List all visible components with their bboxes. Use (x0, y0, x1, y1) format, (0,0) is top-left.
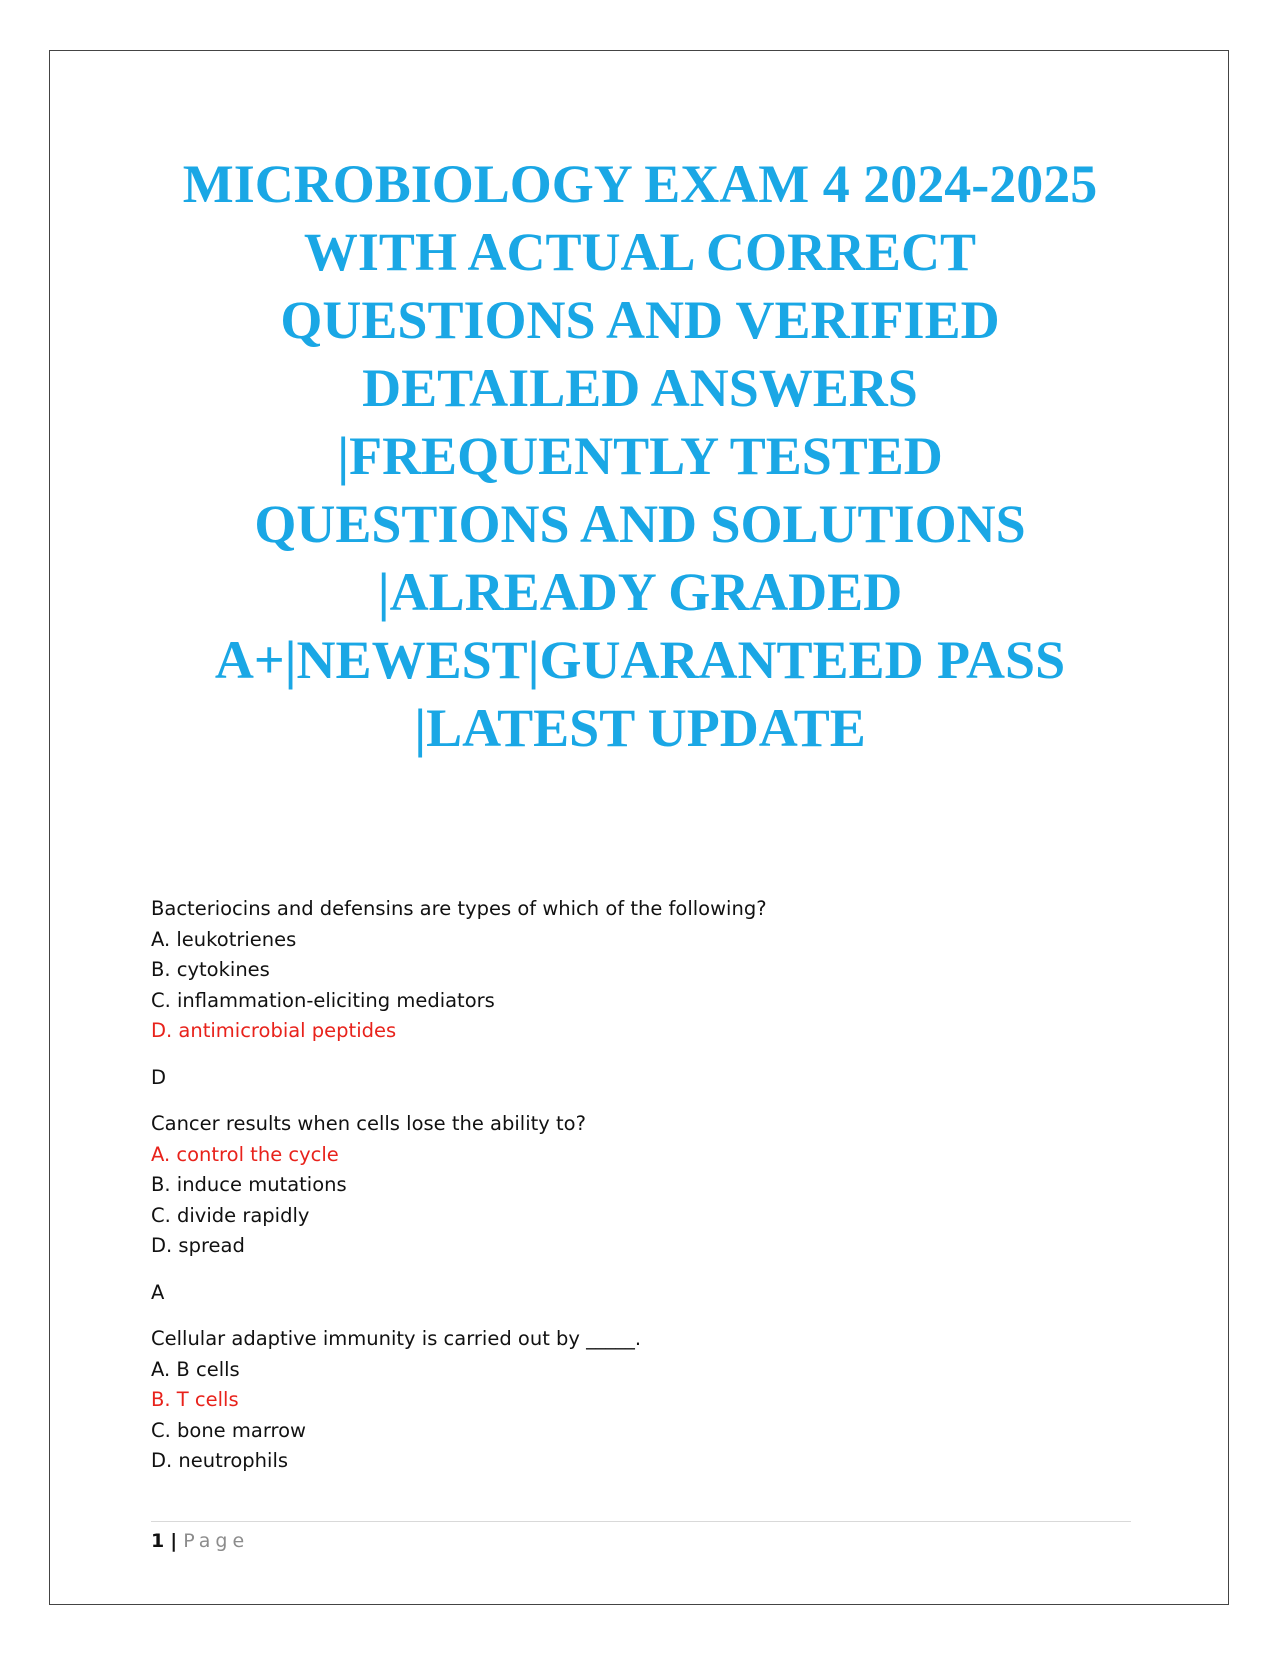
answer-option: D. spread (151, 1234, 245, 1257)
question-block-2 (151, 1109, 1151, 1308)
answer-option: C. bone marrow (151, 1418, 306, 1442)
question-list (151, 894, 1151, 1477)
answer-option-correct: A. control the cycle (151, 1142, 339, 1166)
title-line: WITH ACTUAL CORRECT (303, 222, 977, 282)
answer-option: B. induce mutations (151, 1173, 347, 1196)
document-title (100, 150, 1180, 762)
title-line: QUESTIONS AND VERIFIED (280, 290, 1000, 350)
answer-option: D. neutrophils (151, 1449, 289, 1472)
answer-option: C. inflammation-eliciting mediators (151, 988, 495, 1012)
title-line: A+|NEWEST|GUARANTEED PASS (214, 630, 1066, 690)
question-block-1 (151, 894, 1151, 1093)
page-label: Page (183, 1530, 250, 1552)
question-text: Cellular adaptive immunity is carried out by _____. (151, 1327, 642, 1350)
answer-option: B. cytokines (151, 958, 270, 981)
question-text: Cancer results when cells lose the ability to? (151, 1112, 586, 1135)
question-text: Bacteriocins and defensins are types of which of the following? (151, 897, 767, 920)
answer-option-correct: B. T cells (151, 1388, 239, 1411)
question-block-3 (151, 1324, 1151, 1477)
footer-separator: | (170, 1530, 178, 1552)
answer-key: A (151, 1280, 165, 1304)
title-line: |ALREADY GRADED (377, 562, 903, 622)
answer-option: A. leukotrienes (151, 927, 297, 951)
page-number: 1 (151, 1530, 165, 1552)
title-line: |LATEST UPDATE (414, 698, 866, 758)
answer-key: D (151, 1065, 167, 1089)
title-line: DETAILED ANSWERS (362, 358, 918, 418)
title-line: MICROBIOLOGY EXAM 4 2024-2025 (182, 154, 1098, 214)
footer-divider (151, 1521, 1131, 1522)
page-footer (151, 1526, 249, 1556)
title-line: |FREQUENTLY TESTED (337, 426, 943, 486)
answer-option-correct: D. antimicrobial peptides (151, 1019, 397, 1042)
title-line: QUESTIONS AND SOLUTIONS (254, 494, 1026, 554)
answer-option: A. B cells (151, 1357, 240, 1381)
answer-option: C. divide rapidly (151, 1203, 310, 1227)
